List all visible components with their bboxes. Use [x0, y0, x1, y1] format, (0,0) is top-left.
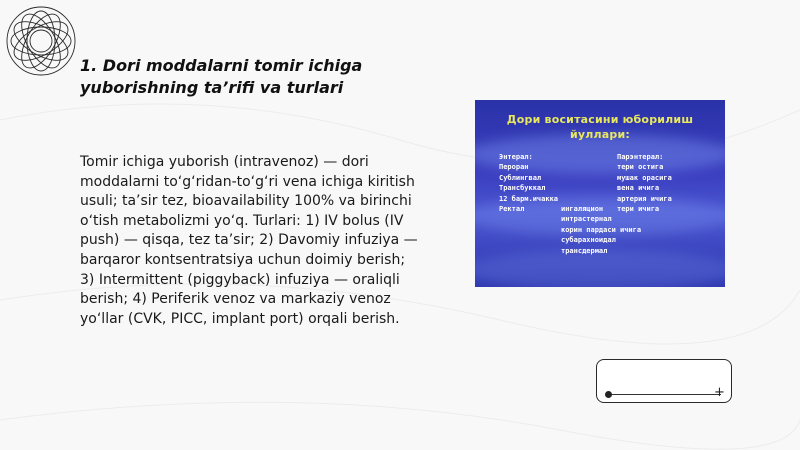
plus-icon[interactable]: + — [714, 385, 725, 400]
spirograph-logo-icon — [4, 4, 78, 78]
image-list-item: артерия ичига — [617, 194, 672, 203]
slider-track[interactable] — [609, 394, 721, 395]
media-slider-control[interactable] — [596, 359, 732, 403]
image-heading-line-2: йуллари: — [570, 128, 630, 141]
slide-body-text: Tomir ichiga yuborish (intravenoz) — dori moddalarni to‘g‘ridan-to‘g‘ri vena ichiga kiritish usuli; ta’sir tez, bioavailability 100% va birinchi o‘tish metabolizmi yo‘q. Turlari: 1) IV bolus (IV push) — qisqa, tez ta’sir; 2) Davomiy infuziya — barqaror kontsentratsiya uchun doimiy berish; 3) Intermittent (piggyback) infuziya — oraliqli berish; 4) Periferik venoz va markaziy venoz yo‘llar (CVK, PICC, implant port) orqali berish. — [80, 154, 418, 327]
image-heading-line-1: Дори воситасини юборилиш — [506, 113, 694, 126]
image-list-item: Парэнтерал: — [617, 153, 664, 161]
image-list-item: мушак орасига — [617, 173, 672, 182]
image-list-item: субарахноидал — [561, 236, 616, 245]
image-list-item: Ректал — [499, 205, 525, 214]
image-center-column — [561, 204, 641, 256]
image-left-column — [499, 152, 558, 214]
image-list-item: вена ичига — [617, 184, 660, 193]
slide-title-line-1: 1. Dori moddalarni tomir ichiga — [80, 56, 363, 75]
image-list-item: 12 барм.ичакка — [499, 194, 559, 203]
image-list-item: Энтерал: — [499, 153, 533, 161]
slide-title — [80, 55, 420, 99]
image-list-item: Сублингвал — [499, 173, 542, 182]
image-list-item: Трансбуккал — [499, 184, 546, 193]
image-list-item: ингаляцион — [561, 205, 604, 213]
image-list-item: тери остига — [617, 163, 664, 172]
image-list-item: тери ичига — [617, 205, 660, 214]
slide-title-line-2: yuborishning ta’rifi va turlari — [80, 78, 344, 97]
embedded-slide-image — [475, 100, 725, 287]
image-list-item: интрастернал — [561, 215, 612, 224]
slider-handle[interactable] — [605, 391, 612, 398]
image-list-item: корин пардаси ичига — [561, 225, 642, 234]
image-list-item: трансдермал — [561, 246, 608, 255]
image-list-item: Пероран — [499, 163, 529, 172]
